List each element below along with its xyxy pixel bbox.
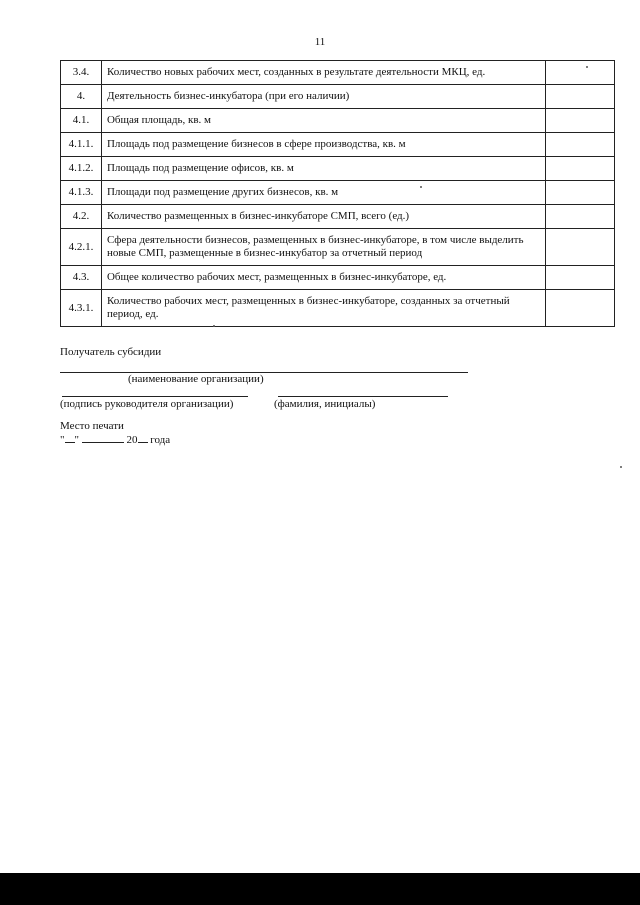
report-table bbox=[60, 60, 615, 327]
row-value[interactable] bbox=[546, 85, 615, 109]
date-line bbox=[60, 433, 170, 446]
date-day-blank[interactable] bbox=[65, 433, 75, 443]
date-year-prefix: 20 bbox=[126, 434, 138, 446]
row-label: Площади под размещение других бизнесов, кв. м bbox=[101, 181, 545, 205]
row-value[interactable] bbox=[546, 205, 615, 229]
table-row bbox=[61, 229, 615, 266]
row-number: 4.3. bbox=[61, 266, 102, 290]
table-row bbox=[61, 181, 615, 205]
table-row bbox=[61, 266, 615, 290]
row-value[interactable] bbox=[546, 266, 615, 290]
row-value[interactable] bbox=[546, 109, 615, 133]
row-label: Деятельность бизнес-инкубатора (при его наличии) bbox=[101, 85, 545, 109]
row-label: Количество новых рабочих мест, созданных в результате деятельности МКЦ, ед. bbox=[101, 61, 545, 85]
row-number: 4.1. bbox=[61, 109, 102, 133]
table-row bbox=[61, 205, 615, 229]
row-number: 3.4. bbox=[61, 61, 102, 85]
row-value[interactable] bbox=[546, 290, 615, 327]
scan-speck bbox=[586, 66, 588, 68]
recipient-label: Получатель субсидии bbox=[60, 346, 162, 358]
date-year-blank[interactable] bbox=[138, 433, 148, 443]
row-number: 4.2. bbox=[61, 205, 102, 229]
row-number: 4.2.1. bbox=[61, 229, 102, 266]
stamp-place-label: Место печати bbox=[60, 420, 124, 432]
table-row bbox=[61, 157, 615, 181]
table-row bbox=[61, 109, 615, 133]
table-row bbox=[61, 290, 615, 327]
head-signature-caption: (подпись руководителя организации) bbox=[60, 398, 234, 410]
row-number: 4.1.3. bbox=[61, 181, 102, 205]
row-number: 4. bbox=[61, 85, 102, 109]
table-row bbox=[61, 85, 615, 109]
row-value[interactable] bbox=[546, 133, 615, 157]
row-label: Площадь под размещение бизнесов в сфере производства, кв. м bbox=[101, 133, 545, 157]
row-label: Сфера деятельности бизнесов, размещенных в бизнес-инкубаторе, в том числе выделить новые СМП, размещенные в бизнес-инкубатор за отчетный период bbox=[101, 229, 545, 266]
date-quote-open: " bbox=[60, 434, 65, 446]
page-number: 11 bbox=[314, 36, 326, 48]
table-row bbox=[61, 61, 615, 85]
row-label: Общее количество рабочих мест, размещенных в бизнес-инкубаторе, ед. bbox=[101, 266, 545, 290]
date-quote-close: " bbox=[74, 434, 79, 446]
organization-name-line[interactable] bbox=[60, 372, 468, 373]
scan-speck bbox=[620, 466, 622, 468]
row-number: 4.1.1. bbox=[61, 133, 102, 157]
row-label: Количество рабочих мест, размещенных в бизнес-инкубаторе, созданных за отчетный период, ед. bbox=[101, 290, 545, 327]
row-value[interactable] bbox=[546, 181, 615, 205]
date-month-blank[interactable] bbox=[82, 433, 124, 443]
scan-speck bbox=[213, 325, 215, 327]
scan-speck bbox=[420, 186, 422, 188]
row-value[interactable] bbox=[546, 61, 615, 85]
head-signature-line[interactable] bbox=[62, 396, 248, 397]
row-value[interactable] bbox=[546, 229, 615, 266]
row-label: Площадь под размещение офисов, кв. м bbox=[101, 157, 545, 181]
row-value[interactable] bbox=[546, 157, 615, 181]
name-initials-caption: (фамилия, инициалы) bbox=[274, 398, 376, 410]
row-number: 4.1.2. bbox=[61, 157, 102, 181]
row-label: Общая площадь, кв. м bbox=[101, 109, 545, 133]
row-number: 4.3.1. bbox=[61, 290, 102, 327]
organization-caption: (наименование организации) bbox=[128, 373, 264, 385]
date-suffix: года bbox=[150, 434, 171, 446]
row-label: Количество размещенных в бизнес-инкубаторе СМП, всего (ед.) bbox=[101, 205, 545, 229]
table-row bbox=[61, 133, 615, 157]
scan-border-bar bbox=[0, 873, 640, 905]
name-initials-line[interactable] bbox=[278, 396, 448, 397]
